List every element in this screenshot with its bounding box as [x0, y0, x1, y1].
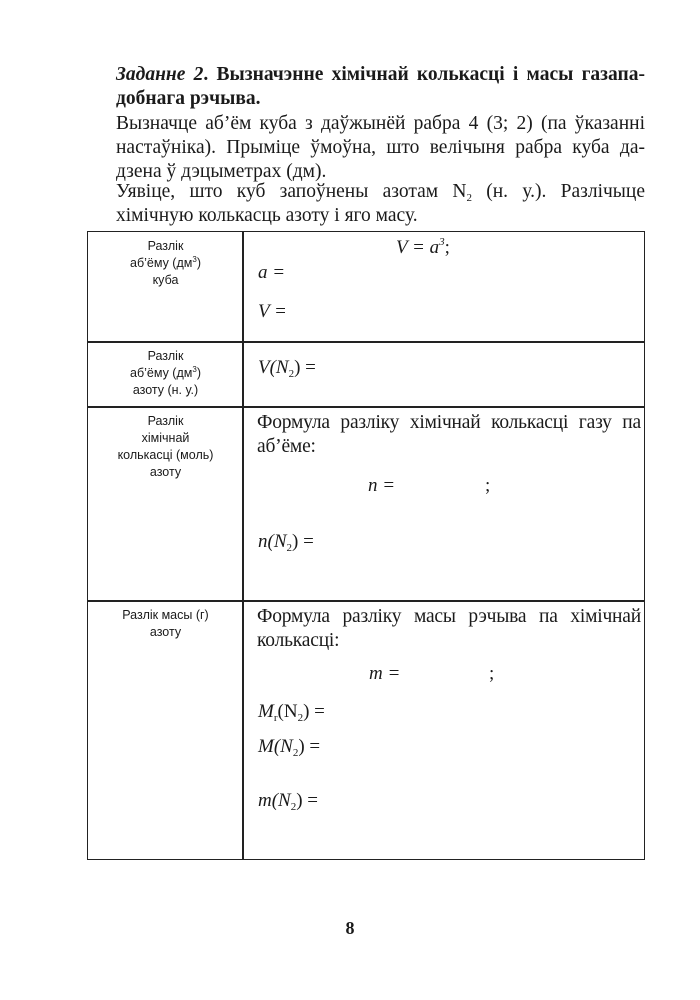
- para2-line2: хімічную колькасць азоту і яго масу.: [116, 205, 418, 226]
- row4-text: Формула разліку масы рэчыва па хімічнай колькасці:: [257, 606, 641, 651]
- formula-part: ;: [444, 237, 450, 258]
- label-line: колькасці (моль): [117, 448, 214, 462]
- row2-label: [88, 348, 243, 399]
- label-line: Разлік масы (г): [122, 608, 209, 622]
- formula-part: (N: [277, 701, 298, 722]
- formula-sub: 2: [292, 747, 299, 759]
- table-row-divider: [87, 600, 645, 602]
- label-line: Разлік: [147, 239, 184, 253]
- row3-label: [88, 413, 243, 481]
- formula-part: V(N: [258, 357, 289, 378]
- semicolon: ;: [485, 475, 491, 496]
- para2-text-b: (н. у.). Разлічыце: [471, 181, 645, 202]
- formula-part: n(N: [258, 531, 287, 552]
- formula-v-n2: [258, 356, 316, 380]
- label-line: хімічнай: [141, 431, 190, 445]
- formula-part: ) =: [298, 736, 321, 757]
- formula-sup: 3: [439, 236, 445, 248]
- formula-sub: r: [273, 712, 278, 724]
- formula-m: m =: [369, 663, 401, 684]
- label-line: Разлік: [147, 414, 184, 428]
- formula-part: ) =: [294, 357, 316, 378]
- para2-sub: 2: [466, 192, 472, 204]
- formula-sub: 2: [288, 368, 295, 380]
- label-text: ): [196, 256, 201, 270]
- table-row-divider: [87, 406, 645, 408]
- formula-v-a3: [396, 236, 450, 260]
- formula-part: M: [258, 701, 274, 722]
- formula-part: ) =: [292, 531, 314, 552]
- label-line: [88, 255, 243, 272]
- task-title-line1: [116, 63, 645, 87]
- para2-line1: [116, 180, 645, 204]
- task-title-line2: добнага рэчыва.: [116, 88, 261, 109]
- task-number: Заданне 2: [116, 64, 204, 85]
- formula-v: V =: [258, 301, 287, 322]
- label-line: азоту: [149, 625, 182, 639]
- formula-n: n =: [368, 475, 396, 496]
- row3-text: Формула разліку хімічнай колькасці газу па аб’ёме:: [257, 412, 641, 457]
- row4-label: [88, 607, 243, 641]
- formula-a: a =: [258, 262, 286, 283]
- formula-part: ) =: [296, 790, 319, 811]
- label-sup: 3: [192, 255, 197, 264]
- page-number: 8: [345, 918, 355, 938]
- semicolon: ;: [489, 663, 495, 684]
- formula-n-n2: [258, 530, 314, 554]
- label-line: азоту: [149, 465, 182, 479]
- label-text: ): [196, 366, 201, 380]
- table-row-divider: [87, 341, 645, 343]
- label-text: аб’ёму (дм: [130, 256, 193, 270]
- label-text: аб’ёму (дм: [130, 366, 193, 380]
- formula-part: M(N: [258, 736, 293, 757]
- label-sup: 3: [192, 365, 197, 374]
- formula-sub: 2: [297, 712, 304, 724]
- para1-line2: настаўніка). Прыміце ўмоўна, што велічыня рабра куба да-: [116, 137, 645, 158]
- row1-label: [88, 238, 243, 289]
- task-title-text: . Вызначэнне хімічнай колькасці і масы газапа-: [203, 64, 645, 85]
- formula-sub: 2: [290, 801, 297, 813]
- formula-M-n2: [258, 735, 320, 759]
- para1-line1: Вызначце аб’ём куба з даўжынёй рабра 4 (3; 2) (па ўказанні: [116, 113, 645, 134]
- label-line: Разлік: [147, 349, 184, 363]
- para2-text-a: Уявіце, што куб запоўнены азотам N: [116, 181, 467, 202]
- formula-part: m(N: [258, 790, 291, 811]
- label-line: куба: [152, 273, 179, 287]
- formula-part: V = a: [396, 237, 440, 258]
- para1-line3: дзена ў дэцыметрах (дм).: [116, 161, 327, 182]
- formula-m-n2: [258, 789, 318, 813]
- table-column-divider: [242, 231, 244, 860]
- formula-part: ) =: [303, 701, 325, 722]
- label-line: [88, 365, 243, 382]
- label-line: азоту (н. у.): [132, 383, 199, 397]
- calculation-table: [87, 231, 645, 860]
- formula-sub: 2: [286, 542, 292, 554]
- formula-mr-n2: [258, 700, 325, 724]
